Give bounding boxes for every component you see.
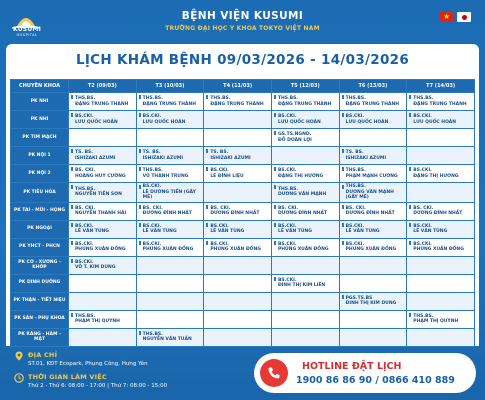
schedule-cell [407, 274, 475, 292]
doctor-title: GS.TS.NGND. [277, 132, 312, 137]
doctor-title: BS.CKI. [345, 223, 365, 229]
schedule-cell [339, 111, 407, 129]
doctor-name: LƯU QUỐC HOÀN [75, 119, 118, 125]
doctor-title: THS.BS. [345, 96, 366, 101]
doctor-title: BS.CKI. [413, 114, 432, 119]
doctor-name: LƯU QUỐC HOÀN [413, 119, 457, 125]
table-row [11, 111, 475, 129]
doctor-name: PHẠM THỊ QUỲNH [413, 319, 459, 324]
schedule-cell [339, 238, 407, 256]
doctor-title: THS.BS. [345, 184, 366, 189]
cell-marker [342, 149, 344, 153]
schedule-cell [339, 328, 407, 346]
doctor-name: LÊ VĂN TÙNG [277, 229, 312, 234]
doctor-title: PGS.TS.BS [345, 295, 373, 301]
schedule-cell [339, 202, 407, 220]
department-cell: PK YHCT - PHCN [11, 238, 69, 256]
doctor-title: BS.CKI. [277, 114, 297, 119]
schedule-cell [136, 165, 204, 183]
schedule-cell [271, 165, 339, 183]
hotline-label: HOTLINE ĐẶT LỊCH [302, 361, 402, 372]
schedule-cell [339, 274, 407, 292]
schedule-cell [204, 220, 272, 238]
hospital-subtitle: TRƯỜNG ĐẠI HỌC Y KHOA TOKYO VIỆT NAM [165, 25, 320, 32]
cell-marker [71, 223, 73, 227]
doctor-title: BS. CKI. [413, 205, 434, 211]
cell-marker [206, 241, 208, 245]
doctor-name: ISHIZAKI AZUMI [345, 155, 387, 161]
doctor-title: TS. BS. [210, 150, 229, 155]
doctor-title: THS.BS. [277, 186, 299, 192]
table-row [11, 93, 475, 111]
schedule-cell [136, 220, 204, 238]
schedule-cell [69, 238, 137, 256]
clock-icon [14, 373, 24, 383]
cell-marker [274, 113, 276, 117]
schedule-cell [407, 183, 475, 203]
schedule-cell [69, 274, 137, 292]
doctor-title: BS. CKI. [142, 205, 163, 211]
cell-marker [206, 167, 208, 171]
schedule-cell [204, 274, 272, 292]
doctor-name: ĐẶNG TRUNG THÀNH [75, 101, 129, 107]
cell-marker [71, 313, 73, 317]
schedule-cell [339, 129, 407, 147]
cell-marker [409, 113, 411, 117]
schedule-cell [339, 292, 407, 310]
title-panel [6, 44, 479, 74]
cell-marker [342, 205, 344, 209]
column-header: T4 (11/03) [204, 80, 272, 93]
column-header: CHUYÊN KHOA [11, 80, 69, 93]
address-label: ĐỊA CHỈ [28, 351, 58, 359]
language-flags [439, 12, 471, 22]
doctor-title: BS.CKI. [277, 223, 297, 229]
schedule-cell [204, 147, 272, 165]
schedule-cell [407, 202, 475, 220]
cell-marker [71, 113, 73, 117]
schedule-cell [204, 165, 272, 183]
schedule-cell [271, 310, 339, 328]
schedule-cell [136, 310, 204, 328]
doctor-title: TS. BS. [75, 150, 93, 155]
doctor-title: BS.CKI. [413, 168, 432, 173]
doctor-title: BS. CKI. [345, 205, 366, 211]
schedule-cell [69, 129, 137, 147]
doctor-title: BS.CKI. [75, 241, 94, 247]
cell-marker [71, 259, 73, 263]
cell-marker [206, 149, 208, 153]
table-row [11, 292, 475, 310]
schedule-cell [204, 328, 272, 346]
schedule-cell [339, 220, 407, 238]
schedule-cell [407, 310, 475, 328]
cell-marker [409, 313, 411, 317]
department-cell: PK NHI [11, 111, 69, 129]
doctor-title: TS. BS. [142, 150, 161, 155]
table-row [11, 129, 475, 147]
cell-marker [206, 223, 208, 227]
schedule-cell [136, 93, 204, 111]
schedule-cell [69, 328, 137, 346]
doctor-title: BS.CKI. [413, 223, 432, 229]
doctor-title: BS.CKI. [142, 241, 162, 247]
cell-marker [139, 331, 141, 335]
schedule-cell [204, 202, 272, 220]
schedule-cell [407, 111, 475, 129]
doctor-name: DƯƠNG VĂN MẠNH [277, 192, 327, 198]
doctor-name: LÊ VĂN TÙNG [413, 229, 448, 234]
doctor-name: ĐỖ DOÃN LỢI [277, 137, 312, 143]
japan-flag-icon[interactable] [457, 12, 471, 22]
doctor-title: BS.CKI. [277, 277, 297, 283]
schedule-cell [69, 202, 137, 220]
doctor-title: BS.CKI. [142, 114, 162, 119]
doctor-name: PHẠM MẠNH CƯỜNG [345, 173, 398, 179]
doctor-title: THS.BS. [75, 96, 96, 101]
doctor-title: TS. BS. [345, 150, 364, 155]
phone-icon-circle [260, 359, 288, 387]
cell-marker [139, 167, 141, 171]
doctor-title: BS. CKI. [75, 168, 96, 173]
cell-marker [206, 95, 208, 99]
schedule-cell [136, 183, 204, 203]
doctor-title: BS. CKI. [277, 205, 299, 211]
doctor-title: BS.CKI. [75, 223, 94, 229]
schedule-cell [69, 310, 137, 328]
logo-name: KUSUMI [12, 26, 41, 33]
schedule-cell [407, 93, 475, 111]
doctor-title: BS. CKI. [210, 205, 231, 211]
doctor-name: LƯU QUỐC HOÀN [277, 119, 321, 125]
schedule-cell [271, 202, 339, 220]
cell-marker [409, 223, 411, 227]
table-row [11, 274, 475, 292]
doctor-name: LÊ VĂN TÙNG [345, 229, 380, 234]
hours-value: Thứ 2 - Thứ 6: 08:00 - 17:00 | Thứ 7: 08:00 - 15:00 [28, 383, 168, 389]
department-cell: PK THẬN - TIẾT NIỆU [11, 292, 69, 310]
doctor-name: HOÀNG HUY CƯỜNG [75, 173, 126, 179]
cell-marker [71, 185, 73, 189]
table-row [11, 202, 475, 220]
doctor-title: BS. CKI. [75, 205, 96, 211]
schedule-cell [407, 165, 475, 183]
doctor-title: BS.CKI. [345, 241, 365, 247]
doctor-name: ĐƯƠNG ĐÌNH NHẤT [142, 211, 192, 216]
schedule-cell [407, 238, 475, 256]
cell-marker [274, 205, 276, 209]
doctor-title: BS.CKI. [413, 241, 432, 247]
doctor-name: PHÙNG XUÂN ĐỒNG [413, 247, 464, 252]
doctor-name: ISHIZAKI AZUMI [210, 155, 251, 161]
schedule-table-container [6, 74, 479, 346]
doctor-title: BS.CKI. [142, 223, 162, 229]
cell-marker [342, 241, 344, 245]
doctor-title: BS.CKI. [210, 168, 229, 173]
doctor-name: DƯƠNG VĂN MẠNH (GÂY MÊ) [345, 189, 394, 200]
schedule-cell [271, 93, 339, 111]
doctor-title: THS.BS. [75, 186, 96, 192]
page-title: LỊCH KHÁM BỆNH 09/03/2026 - 14/03/2026 [75, 52, 410, 68]
cell-marker [342, 95, 344, 99]
doctor-name: ĐINH THỊ KIM DUNG [345, 301, 397, 306]
schedule-cell [136, 129, 204, 147]
schedule-cell [271, 129, 339, 147]
column-header: T6 (13/03) [339, 80, 407, 93]
cell-marker [139, 185, 141, 189]
schedule-cell [69, 256, 137, 274]
address-value: ST.01, KĐT Ecopark, Phụng Công, Hưng Yên [28, 361, 148, 367]
doctor-name: DƯƠNG ĐÌNH NHẤT [413, 211, 463, 216]
doctor-name: LƯU QUỐC HOÀN [345, 119, 389, 125]
doctor-title: BS.CKI. [277, 168, 297, 173]
schedule-cell [69, 93, 137, 111]
schedule-cell [204, 292, 272, 310]
doctor-name: PHÙNG XUÂN ĐỒNG [345, 247, 397, 252]
table-row [11, 183, 475, 203]
column-header: T7 (14/03) [407, 80, 475, 93]
cell-marker [274, 241, 276, 245]
cell-marker [71, 95, 73, 99]
schedule-cell [339, 256, 407, 274]
doctor-name: VŨ THÀNH TRUNG [142, 173, 189, 179]
phone-icon [267, 366, 281, 380]
location-pin-icon [14, 351, 24, 361]
doctor-name: LÊ ĐÌNH LIỆU [210, 173, 244, 179]
doctor-name: PHÙNG XUÂN ĐỒNG [75, 247, 126, 252]
doctor-title: THS.BS. [142, 331, 163, 337]
column-header: T2 (09/03) [69, 80, 137, 93]
doctor-title: THS.BS. [75, 313, 96, 319]
doctor-name: ĐẶNG TRUNG THÀNH [277, 101, 332, 107]
cell-marker [342, 223, 344, 227]
cell-marker [139, 95, 141, 99]
cell-marker [139, 241, 141, 245]
cell-marker [342, 113, 344, 117]
table-row [11, 328, 475, 346]
hours-label: THỜI GIAN LÀM VIỆC [28, 373, 107, 381]
schedule-cell [69, 183, 137, 203]
cell-marker [139, 205, 141, 209]
column-header: T5 (12/03) [271, 80, 339, 93]
table-row [11, 165, 475, 183]
table-header-row [11, 80, 475, 93]
department-cell: PK TIÊU HÓA [11, 183, 69, 203]
schedule-cell [271, 183, 339, 203]
schedule-cell [204, 129, 272, 147]
schedule-cell [271, 274, 339, 292]
vietnam-flag-icon[interactable]: ★ [439, 12, 453, 22]
doctor-title: THS.BS. [277, 96, 299, 101]
cell-marker [274, 185, 276, 189]
doctor-name: ĐẶNG THỊ HƯƠNG [413, 173, 459, 179]
hotline-box[interactable] [254, 353, 476, 393]
schedule-table [10, 79, 475, 347]
cell-marker [71, 149, 73, 153]
column-header: T3 (10/03) [136, 80, 204, 93]
schedule-cell [339, 165, 407, 183]
schedule-cell [339, 183, 407, 203]
doctor-title: THS.BS. [142, 168, 163, 173]
schedule-cell [136, 111, 204, 129]
cell-marker [342, 185, 344, 189]
schedule-cell [407, 256, 475, 274]
schedule-cell [69, 111, 137, 129]
doctor-title: BS.CKI. [345, 114, 365, 119]
doctor-title: BS.CKI. [75, 114, 94, 119]
doctor-name: DƯƠNG ĐÌNH NHẤT [210, 211, 260, 216]
schedule-cell [69, 220, 137, 238]
table-row [11, 256, 475, 274]
cell-marker [206, 205, 208, 209]
cell-marker [274, 223, 276, 227]
doctor-name: ĐINH THỊ KIM LIÊN [277, 283, 326, 288]
doctor-title: THS.BS. [345, 168, 366, 173]
schedule-cell [204, 111, 272, 129]
doctor-name: PHẠM THỊ QUỲNH [75, 319, 120, 324]
department-cell: PK NỘI 1 [11, 147, 69, 165]
schedule-cell [136, 238, 204, 256]
doctor-title: BS.CKI. [277, 241, 297, 247]
schedule-cell [339, 93, 407, 111]
doctor-name: ĐẶNG THỊ HƯƠNG [277, 173, 324, 179]
doctor-name: PHÙNG XUÂN ĐỒNG [210, 247, 261, 252]
schedule-cell [271, 220, 339, 238]
schedule-cell [136, 328, 204, 346]
schedule-cell [136, 292, 204, 310]
cell-marker [71, 205, 73, 209]
doctor-title: BS.CKI. [210, 223, 229, 229]
schedule-cell [69, 292, 137, 310]
cell-marker [409, 205, 411, 209]
logo-sub: HOSPITAL [16, 33, 38, 37]
doctor-title: BS.CKI. [142, 184, 162, 189]
schedule-cell [204, 183, 272, 203]
cell-marker [342, 167, 344, 171]
department-cell: PK RĂNG - HÀM - MẶT [11, 328, 69, 346]
table-row [11, 238, 475, 256]
table-row [11, 220, 475, 238]
doctor-name: NGUYỄN THANH HẢI [75, 211, 127, 216]
cell-marker [139, 113, 141, 117]
doctor-name: ĐẶNG TRUNG THÀNH [413, 101, 467, 107]
cell-marker [274, 167, 276, 171]
cell-marker [409, 167, 411, 171]
doctor-name: ĐẶNG TRUNG THÀNH [210, 101, 264, 107]
department-cell: PK DINH DƯỠNG [11, 274, 69, 292]
table-row [11, 147, 475, 165]
cell-marker [409, 241, 411, 245]
schedule-cell [136, 256, 204, 274]
schedule-cell [204, 93, 272, 111]
doctor-name: LÊ VĂN TÙNG [210, 229, 245, 234]
cell-marker [139, 223, 141, 227]
schedule-cell [339, 147, 407, 165]
schedule-cell [136, 202, 204, 220]
hospital-name: BỆNH VIỆN KUSUMI [181, 10, 304, 22]
department-cell: PK NHI [11, 93, 69, 111]
schedule-cell [271, 256, 339, 274]
table-row [11, 310, 475, 328]
schedule-cell [407, 147, 475, 165]
doctor-name: PHÙNG XUÂN ĐỒNG [142, 247, 194, 252]
doctor-title: BS.CKI. [75, 259, 94, 265]
department-cell: PK SẢN - PHỤ KHOA [11, 310, 69, 328]
schedule-cell [407, 328, 475, 346]
doctor-title: BS.CKI. [210, 241, 229, 247]
schedule-cell [407, 129, 475, 147]
doctor-name: DƯƠNG ĐÌNH NHẤT [345, 211, 395, 216]
schedule-cell [271, 147, 339, 165]
cell-marker [139, 149, 141, 153]
doctor-name: NGUYỄN TIẾN SƠN [75, 192, 122, 198]
schedule-cell [204, 256, 272, 274]
doctor-name: LÊ DƯƠNG TIẾN (GÂY MÊ) [142, 189, 196, 200]
hotline-number[interactable]: 1900 86 86 90 / 0866 410 889 [296, 375, 455, 386]
doctor-name: ISHIZAKI AZUMI [142, 155, 184, 161]
doctor-title: THS.BS. [210, 96, 231, 101]
cell-marker [71, 241, 73, 245]
department-cell: PK NGOẠI [11, 220, 69, 238]
doctor-name: LÊ VĂN TÙNG [75, 229, 109, 234]
schedule-cell [271, 328, 339, 346]
doctor-name: ISHIZAKI AZUMI [75, 155, 116, 161]
schedule-cell [407, 292, 475, 310]
cell-marker [274, 131, 276, 135]
doctor-name: DƯƠNG ĐÌNH NHẤT [277, 211, 328, 216]
doctor-name: VÕ T. KIM DUNG [75, 265, 116, 270]
department-cell: PK CƠ - XƯƠNG - KHỚP [11, 256, 69, 274]
schedule-cell [69, 147, 137, 165]
department-cell: PK TAI - MŨI - HỌNG [11, 202, 69, 220]
doctor-title: THS.BS. [413, 313, 434, 319]
schedule-cell [271, 238, 339, 256]
doctor-name: PHÙNG XUÂN ĐỒNG [277, 247, 329, 252]
department-cell: PK TIM MẠCH [11, 129, 69, 147]
schedule-cell [136, 274, 204, 292]
schedule-cell [271, 292, 339, 310]
doctor-name: ĐẶNG TRUNG THÀNH [142, 101, 197, 107]
schedule-cell [271, 111, 339, 129]
cell-marker [274, 277, 276, 281]
schedule-cell [204, 310, 272, 328]
schedule-cell [407, 220, 475, 238]
schedule-cell [339, 310, 407, 328]
doctor-name: LƯU QUỐC HOÀN [142, 119, 186, 125]
doctor-name: LÊ VĂN TÙNG [142, 229, 177, 234]
schedule-cell [69, 165, 137, 183]
doctor-title: THS.BS. [142, 96, 163, 101]
schedule-cell [204, 238, 272, 256]
cell-marker [409, 95, 411, 99]
cell-marker [274, 95, 276, 99]
cell-marker [71, 167, 73, 171]
cell-marker [342, 295, 344, 299]
doctor-name: NGUYỄN VĂN TUẤN [142, 337, 192, 342]
doctor-name: ĐẶNG TRUNG THÀNH [345, 101, 399, 107]
department-cell: PK NỘI 2 [11, 165, 69, 183]
schedule-cell [136, 147, 204, 165]
doctor-title: THS.BS. [413, 96, 434, 101]
